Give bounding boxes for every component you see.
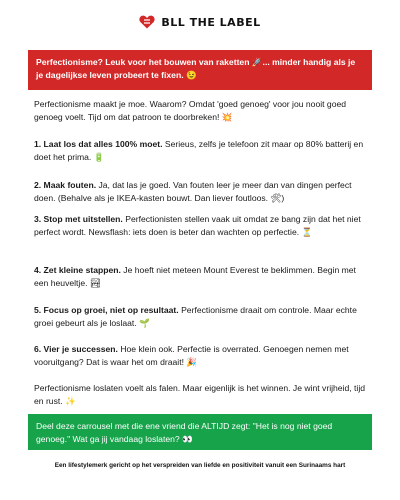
tip-1-body: Serieus, zelfs je telefoon zit maar op 80% batterij en doet het prima. 🔋 [34,139,364,162]
intro-banner: Perfectionisme? Leuk voor het bouwen van raketten 🚀... minder handig als je je dagelijkse leven probeert te fixen. 😉 [28,50,372,90]
tip-6-title: 6. Vier je successen. [34,344,118,354]
tip-4-body: Je hoeft niet meteen Mount Everest te beklimmen. Begin met een heuveltje. 🏞 [34,265,356,288]
tip-5-title: 5. Focus op groei, niet op resultaat. [34,305,179,315]
intro-paragraph: Perfectionisme maakt je moe. Waarom? Omdat 'goed genoeg' voor jou nooit goed genoeg voelt. Tijd om dat patroon te doorbreken! 💥 [34,99,347,122]
tip-1 [34,138,368,164]
closing-paragraph: Perfectionisme loslaten voelt als falen. Maar eigenlijk is het winnen. Je wint vrijheid, tijd en rust. ✨ [34,383,366,406]
brand-name: BLL THE LABEL [161,15,261,29]
tip-4-title: 4. Zet kleine stappen. [34,265,121,275]
tip-3-body: Perfectionisten stellen vaak uit omdat ze bang zijn dat het niet perfect wordt. Newsflash: iets doen is beter dan wachten op perfectie. ⏳ [34,214,361,237]
tip-5-body: Perfectionisme draait om controle. Maar echte groei gebeurt als je loslaat. 🌱 [34,305,357,328]
footer-tagline: Een lifestylemerk gericht op het verspreiden van liefde en positiviteit vanuit een Surinaams hart [54,462,346,469]
tip-3-title: 3. Stop met uitstellen. [34,214,123,224]
tip-6-body: Hoe klein ook. Perfectie is overrated. Genoegen nemen met vooruitgang? Dat is waar het om draait! 🎉 [34,344,349,367]
brand-header [0,14,400,30]
heart-logo-icon [139,14,155,30]
tip-6 [34,343,368,369]
tip-1-title: 1. Laat los dat alles 100% moet. [34,139,163,149]
tip-3 [34,213,368,239]
tip-2-body: Ja, dat las je goed. Van fouten leer je meer dan van dingen perfect doen. (Behalve als je IKEA-kasten bouwt. Dan liever foutloos. 🛠) [34,180,352,203]
tip-2 [34,179,368,205]
cta-banner: Deel deze carrousel met die ene vriend die ALTIJD zegt: "Het is nog niet goed genoeg." Wat ga jij vandaag loslaten? 👀 [28,414,372,450]
tip-4 [34,264,368,290]
tip-5 [34,304,368,330]
tip-2-title: 2. Maak fouten. [34,180,97,190]
